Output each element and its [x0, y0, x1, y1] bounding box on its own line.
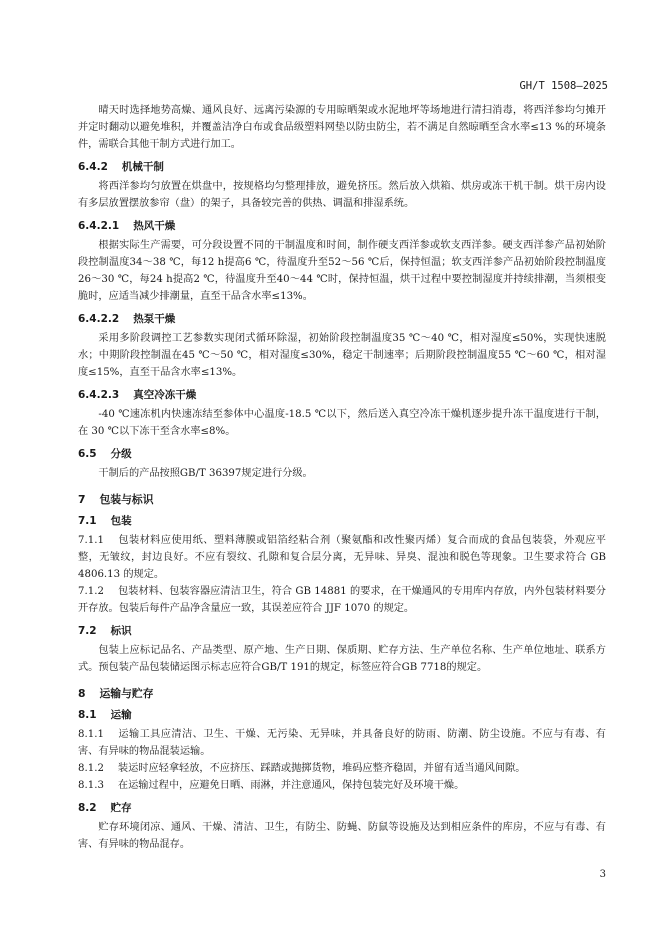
section-title: 热风干燥	[133, 220, 176, 232]
numbered-clause	[78, 726, 606, 760]
clause-text: 在运输过程中，应避免日晒、雨淋，并注意通风，保持包装完好及环境干燥。	[117, 780, 465, 791]
clause-text: 装运时应轻拿轻放，不应挤压、踩踏或抛掷货物，堆码应整齐稳固，并留有适当通风间隙。	[117, 763, 526, 774]
section-heading	[78, 513, 606, 528]
section-title: 运输	[110, 709, 132, 721]
section-title: 运输与贮存	[99, 687, 154, 700]
section-heading	[78, 492, 606, 507]
section-title: 贮存	[110, 802, 132, 814]
section-number: 7	[78, 493, 86, 506]
section-number: 6.4.2.2	[78, 313, 120, 325]
section-heading	[78, 218, 606, 233]
clause-number: 7.1.1	[78, 535, 104, 546]
section-title: 包装	[110, 515, 132, 527]
section-heading	[78, 387, 606, 402]
section-number: 8.1	[78, 709, 97, 721]
clause-text: 包装材料、包装容器应清洁卫生，符合 GB 14881 的要求，在干燥通风的专用库内存放，内外包装材料要分开存放。包装后每件产品净含量应一致，其误差应符合 JJF 1070 的规定。	[78, 586, 606, 614]
section-title: 机械干制	[121, 161, 164, 173]
section-number: 7.2	[78, 625, 97, 637]
numbered-clause	[78, 583, 606, 617]
section-title: 热泵干燥	[133, 313, 176, 325]
paragraph: 晴天时选择地势高燥、通风良好、远离污染源的专用晾晒架或水泥地坪等场地进行清扫消毒，将西洋参均匀摊开并定时翻动以避免堆积，并覆盖洁净白布或食品级塑料网垫以防虫防尘，若不满足自然晾晒至含水率≤13 %的环境条件，需联合其他干制方式进行加工。	[78, 105, 606, 150]
section-heading	[78, 311, 606, 326]
section-title: 包装与标识	[99, 493, 154, 506]
paragraph: 贮存环境闭凉、通风、干燥、清洁、卫生，有防尘、防蝇、防鼠等设施及达到相应条件的库房，不应与有毒、有害、有异味的物品混存。	[78, 822, 606, 850]
section-number: 6.4.2.3	[78, 389, 120, 401]
numbered-clause	[78, 777, 606, 794]
section-heading	[78, 707, 606, 722]
section-number: 6.4.2.1	[78, 220, 120, 232]
clause-number: 7.1.2	[78, 586, 104, 597]
section-title: 标识	[110, 625, 132, 637]
section-number: 6.4.2	[78, 161, 108, 173]
clause-number: 8.1.3	[78, 780, 104, 791]
clause-text: 运输工具应清洁、卫生、干燥、无污染、无异味，并具备良好的防雨、防潮、防尘设施。不应与有毒、有害、有异味的物品混装运输。	[78, 729, 606, 757]
section-heading	[78, 623, 606, 638]
document-body	[78, 102, 606, 856]
section-number: 6.5	[78, 448, 97, 460]
section-number: 8.2	[78, 802, 97, 814]
section-heading	[78, 159, 606, 174]
standard-code: GH/T 1508—2025	[519, 80, 608, 92]
section-title: 真空冷冻干燥	[133, 389, 197, 401]
clause-number: 8.1.1	[78, 729, 104, 740]
numbered-clause	[78, 760, 606, 777]
paragraph: 将西洋参均匀放置在烘盘中，按规格均匀整理排放，避免挤压。然后放入烘箱、烘房或冻干机干制。烘干房内设有多层放置摆放参帘（盘）的架子，具备较完善的供热、调温和排湿系统。	[78, 181, 606, 209]
paragraph: 采用多阶段调控工艺参数实现闭式循环除湿，初始阶段控制温度35 ℃～40 ℃，相对湿度≤50%，实现快速脱水；中期阶段控制温在45 ℃～50 ℃，相对湿度≤30%，稳定干制速率；后期阶段控制温度55 ℃～60 ℃，相对湿度≤15%，直至干品含水率≤13%。	[78, 333, 606, 378]
section-title: 分级	[110, 448, 132, 460]
clause-number: 8.1.2	[78, 763, 104, 774]
clause-text: 包装材料应使用纸、塑料薄膜或铝箔经粘合剂（聚氨酯和改性聚丙烯）复合而成的食品包装袋，外观应平整，无皱纹，封边良好。不应有裂纹、孔隙和复合层分离，无异味、异臭、混浊和脱色等现象。卫生要求符合 GB 4806.13 的规定。	[78, 535, 606, 580]
section-number: 7.1	[78, 515, 97, 527]
paragraph: 根据实际生产需要，可分段设置不同的干制温度和时间，制作硬支西洋参或软支西洋参。硬支西洋参产品初始阶段控制温度34～38 ℃，每12 h提高6 ℃，待温度升至52～56 ℃后，保持恒温；软支西洋参产品初始阶段控制温度26～30 ℃，每24 h提高2 ℃，待温度升至40～44 ℃时，保持恒温，烘干过程中要控制湿度并持续排潮，当须根变脆时，应适当减少排潮量，直至干品含水率≤13%。	[78, 240, 606, 302]
paragraph: 包装上应标记品名、产品类型、原产地、生产日期、保质期、贮存方法、生产单位名称、生产单位地址、联系方式。预包装产品包装储运图示标志应符合GB/T 191的规定，标签应符合GB 7718的规定。	[78, 645, 606, 673]
numbered-clause	[78, 532, 606, 583]
section-heading	[78, 686, 606, 701]
section-heading	[78, 800, 606, 815]
page-number: 3	[599, 869, 606, 880]
paragraph: 干制后的产品按照GB/T 36397规定进行分级。	[98, 468, 313, 479]
paragraph: -40 ℃速冻机内快速冻结至参体中心温度-18.5 ℃以下，然后送入真空冷冻干燥机逐步提升冻干温度进行干制，在 30 ℃以下冻干至含水率≤8%。	[78, 409, 606, 437]
section-heading	[78, 446, 606, 461]
section-number: 8	[78, 687, 86, 700]
